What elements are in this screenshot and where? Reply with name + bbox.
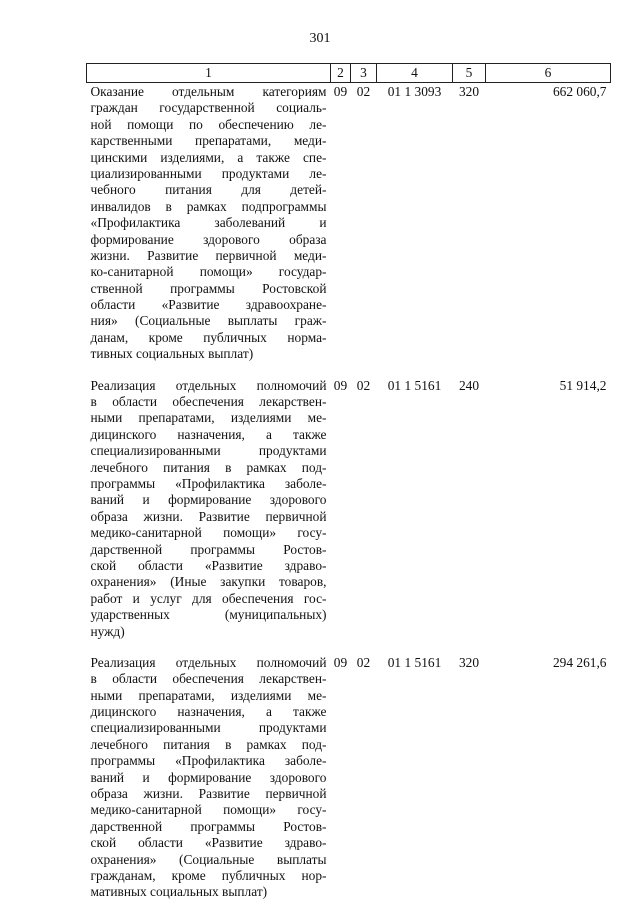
description-line: ко-санитарной помощи» государ- [90,264,327,280]
description-line: дицинского назначения, а также [90,704,327,720]
description-line: ваний и формирование здорового [90,769,327,785]
description-line: ваний и формирование здорового [90,492,327,508]
row-expense-type-code: 320 [458,654,480,670]
row-amount: 294 261,6 [552,654,607,670]
row-amount: 662 060,7 [552,84,607,99]
description-line: охранения» (Социальные выплаты [90,851,327,867]
description-line: «Профилактика заболеваний и [90,215,327,231]
description-line: жизни. Развитие первичной меди- [90,247,327,263]
description-line: ния» (Социальные выплаты граж- [90,313,327,329]
description-line: медико-санитарной помощи» госу- [90,525,327,541]
description-line: дарственной программы Ростов- [90,818,327,834]
description-line: в области обеспечения лекарствен- [90,671,327,687]
description-line: программы «Профилактика заболе- [90,753,327,769]
description-line: гражданам, кроме публичных нор- [90,867,327,883]
description-line: карственными препаратами, меди- [90,133,327,149]
description-line: образа жизни. Развитие первичной [90,786,327,802]
page-number: 301 [309,31,331,46]
row-section-code: 09 [333,377,348,393]
description-line: ственной программы Ростовской [90,280,327,296]
description-line: нужд) [90,623,125,639]
budget-table [86,63,611,915]
description-line: ской области «Развитие здраво- [90,835,327,851]
column-header-2: 2 [331,64,351,83]
description-line: формирование здорового образа [90,231,327,247]
description-line: ными препаратами, изделиями ме- [90,687,327,703]
description-line: циализированными продуктами ле- [90,165,327,181]
description-line: в области обеспечения лекарствен- [90,394,327,410]
description-line: граждан государственной социаль- [90,100,327,116]
row-target-article-code: 01 1 3093 [387,84,442,99]
description-line: Оказание отдельным категориям [90,84,327,99]
description-line: лечебного питания в рамках под- [90,459,327,475]
description-line: программы «Профилактика заболе- [90,475,327,491]
row-subsection-code: 02 [356,84,371,99]
description-line: ударственных (муниципальных) [90,607,327,623]
row-target-article-code: 01 1 5161 [387,377,442,393]
description-line: цинскими изделиями, а также спе- [90,149,327,165]
description-line: мативных социальных выплат) [90,884,268,900]
table-body [87,83,611,915]
description-line: инвалидов в рамках подпрограммы [90,198,327,214]
description-line: Реализация отдельных полномочий [90,377,327,393]
description-line: тивных социальных выплат) [90,346,254,362]
row-description [87,377,331,654]
description-line: Реализация отдельных полномочий [90,654,327,670]
row-amount: 51 914,2 [559,377,607,393]
row-target-article-code: 01 1 5161 [387,654,442,670]
description-line: ными препаратами, изделиями ме- [90,410,327,426]
column-header-3: 3 [351,64,377,83]
description-line: области «Развитие здравоохране- [90,297,327,313]
description-line: образа жизни. Развитие первичной [90,508,327,524]
column-header-6: 6 [486,64,611,83]
description-line: специализированными продуктами [90,443,327,459]
description-line: работ и услуг для обеспечения гос- [90,590,327,606]
column-header-1: 1 [87,64,331,83]
row-section-code: 09 [333,654,348,670]
row-expense-type-code: 240 [458,377,480,393]
table-row [87,654,611,915]
row-subsection-code: 02 [356,654,371,670]
row-section-code: 09 [333,84,348,99]
description-line: чебного питания для детей- [90,182,327,198]
description-line: охранения» (Иные закупки товаров, [90,574,327,590]
column-header-4: 4 [377,64,453,83]
description-line: дицинского назначения, а также [90,426,327,442]
table-row [87,83,611,377]
table-header-row [87,64,611,83]
row-expense-type-code: 320 [458,84,480,99]
description-line: специализированными продуктами [90,720,327,736]
description-line: лечебного питания в рамках под- [90,736,327,752]
column-header-5: 5 [453,64,486,83]
row-description [87,654,331,915]
description-line: дарственной программы Ростов- [90,541,327,557]
description-line: данам, кроме публичных норма- [90,329,327,345]
description-line: ной помощи по обеспечению ле- [90,116,327,132]
table-row [87,377,611,654]
description-line: медико-санитарной помощи» госу- [90,802,327,818]
row-subsection-code: 02 [356,377,371,393]
row-description [87,83,331,377]
description-line: ской области «Развитие здраво- [90,557,327,573]
